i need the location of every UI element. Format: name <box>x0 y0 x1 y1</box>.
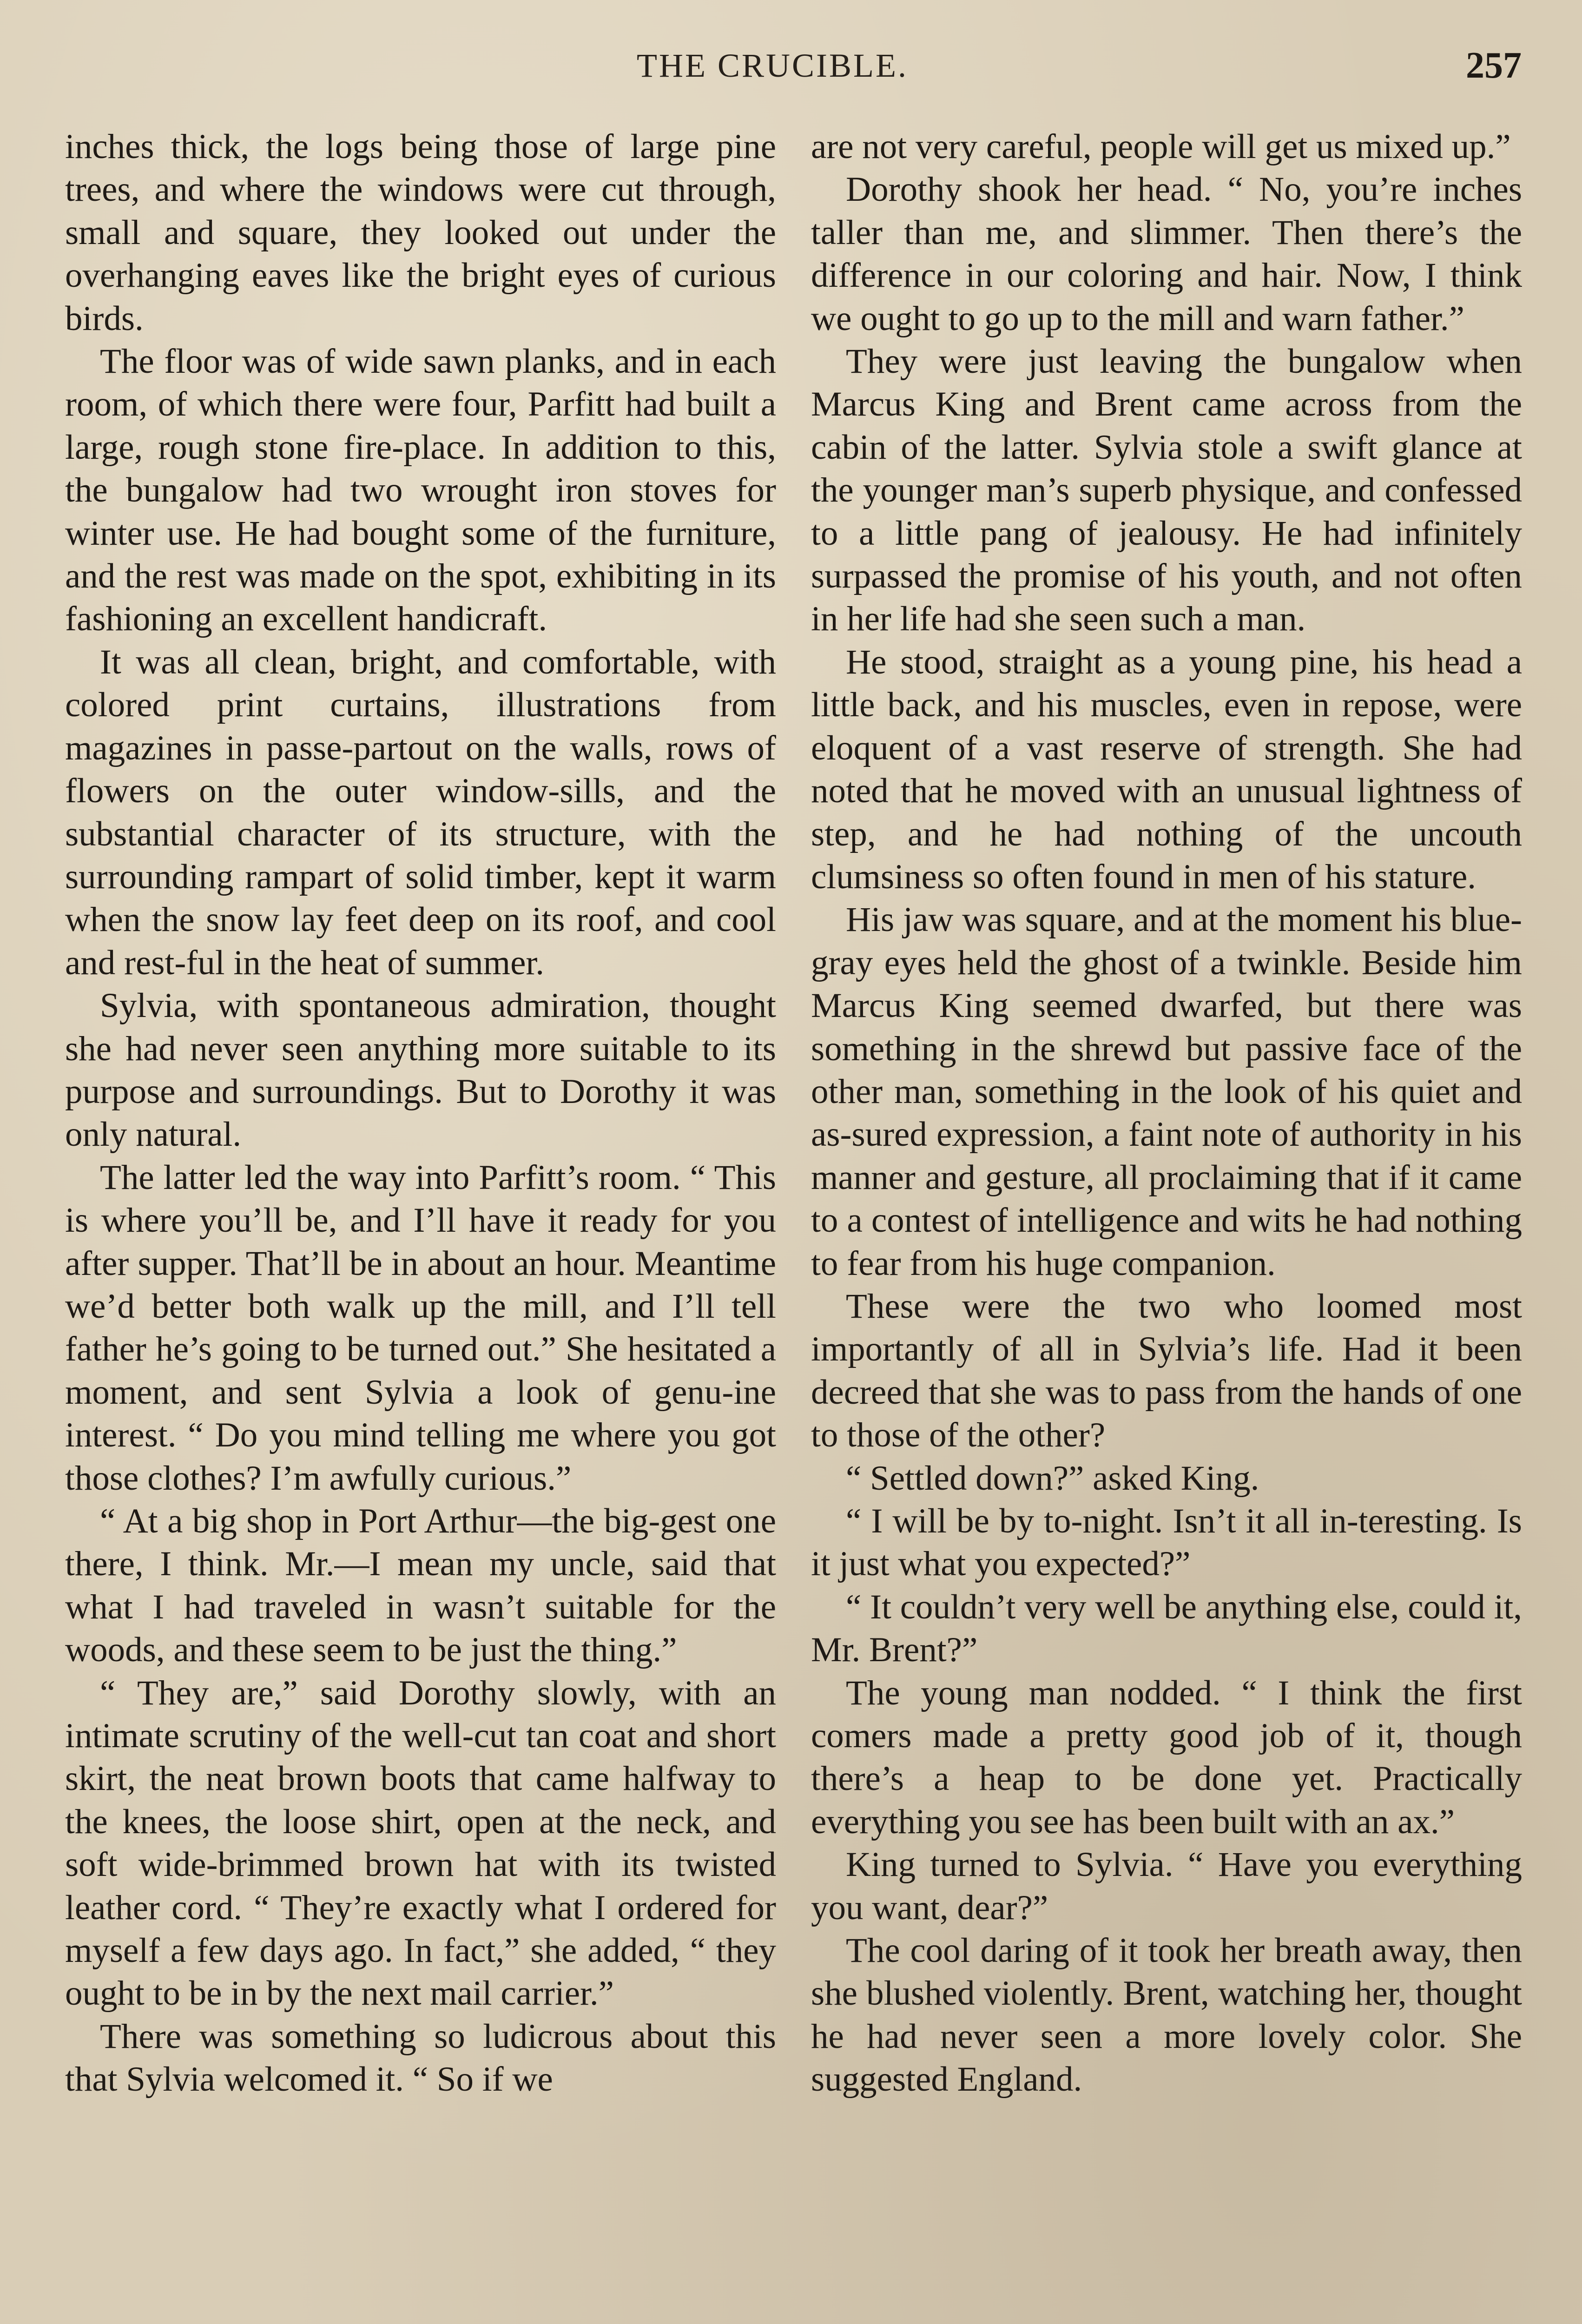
paragraph: Sylvia, with spontaneous admiration, thought she had never seen anything more suitable to its purpose and surroundings. But to Dorothy it was only natural. <box>65 986 776 1154</box>
paragraph: Dorothy shook her head. “ No, you’re inches taller than me, and slimmer. Then there’s the difference in our coloring and hair. Now, I think we ought to go up to the mill and warn father.” <box>811 170 1522 338</box>
paragraph: The latter led the way into Parfitt’s room. “ This is where you’ll be, and I’ll have it ready for you after supper. That’ll be in about an hour. Meantime we’d better both walk up the mill, and I’ll tell father he’s going to be turned out.” She hesitated a moment, and sent Sylvia a look of genu-ine interest. “ Do you mind telling me where you got those clothes? I’m awfully curious.” <box>65 1158 776 1498</box>
paragraph: His jaw was square, and at the moment his blue-gray eyes held the ghost of a twinkle. Beside him Marcus King seemed dwarfed, but there was something in the shrewd but passive face of the other man, something in the look of his quiet and as-sured expression, a faint note of authority in his manner and gesture, all proclaiming that if it came to a contest of intelligence and wits he had nothing to fear from his huge companion. <box>811 900 1522 1283</box>
paragraph: The young man nodded. “ I think the first comers made a pretty good job of it, though there’s a heap to be done yet. Practically everything you see has been built with an ax.” <box>811 1673 1522 1841</box>
paragraph: He stood, straight as a young pine, his head a little back, and his muscles, even in repose, were eloquent of a vast reserve of strength. She had noted that he moved with an unusual lightness of step, and he had nothing of the uncouth clumsiness so often found in men of his stature. <box>811 642 1522 896</box>
paragraph: “ I will be by to-night. Isn’t it all in-teresting. Is it just what you expected?” <box>811 1502 1522 1584</box>
paragraph: inches thick, the logs being those of large pine trees, and where the windows were cut through, small and square, they looked out under the overhanging eaves like the bright eyes of curious birds. <box>65 127 776 338</box>
paragraph: “ At a big shop in Port Arthur—the big-gest one there, I think. Mr.—I mean my uncle, said that what I had traveled in wasn’t suitable for the woods, and these seem to be just the thing.” <box>65 1502 776 1670</box>
paragraph: They were just leaving the bungalow when Marcus King and Brent came across from the cabin of the latter. Sylvia stole a swift glance at the younger man’s superb physique, and confessed to a little pang of jealousy. He had infinitely surpassed the promise of his youth, and not often in her life had she seen such a man. <box>811 342 1522 639</box>
running-head: THE CRUCIBLE. <box>637 47 908 84</box>
left-column <box>65 125 776 2101</box>
page-number: 257 <box>1466 45 1522 86</box>
paragraph: It was all clean, bright, and comfortable, with colored print curtains, illustrations from magazines in passe-partout on the walls, rows of flowers on the outer window-sills, and the substantial character of its structure, with the surrounding rampart of solid timber, kept it warm when the snow lay feet deep on its roof, and cool and rest-ful in the heat of summer. <box>65 642 776 982</box>
paragraph: The cool daring of it took her breath away, then she blushed violently. Brent, watching her, thought he had never seen a more lovely color. She suggested England. <box>811 1931 1522 2099</box>
paragraph: “ It couldn’t very well be anything else, could it, Mr. Brent?” <box>811 1587 1522 1670</box>
right-column <box>811 125 1522 2101</box>
paragraph: The floor was of wide sawn planks, and in each room, of which there were four, Parfitt had built a large, rough stone fire-place. In addition to this, the bungalow had two wrought iron stoves for winter use. He had bought some of the furniture, and the rest was made on the spot, exhibiting in its fashioning an excellent handicraft. <box>65 342 776 639</box>
paragraph: These were the two who loomed most importantly of all in Sylvia’s life. Had it been decreed that she was to pass from the hands of one to those of the other? <box>811 1287 1522 1455</box>
paragraph: “ Settled down?” asked King. <box>846 1459 1259 1498</box>
paragraph: are not very careful, people will get us mixed up.” <box>811 127 1511 166</box>
paragraph: King turned to Sylvia. “ Have you everything you want, dear?” <box>811 1845 1522 1927</box>
paragraph: “ They are,” said Dorothy slowly, with an intimate scrutiny of the well-cut tan coat and short skirt, the neat brown boots that came halfway to the knees, the loose shirt, open at the neck, and soft wide-brimmed brown hat with its twisted leather cord. “ They’re exactly what I ordered for myself a few days ago. In fact,” she added, “ they ought to be in by the next mail carrier.” <box>65 1673 776 2013</box>
paragraph: There was something so ludicrous about this that Sylvia welcomed it. “ So if we <box>65 2017 776 2099</box>
